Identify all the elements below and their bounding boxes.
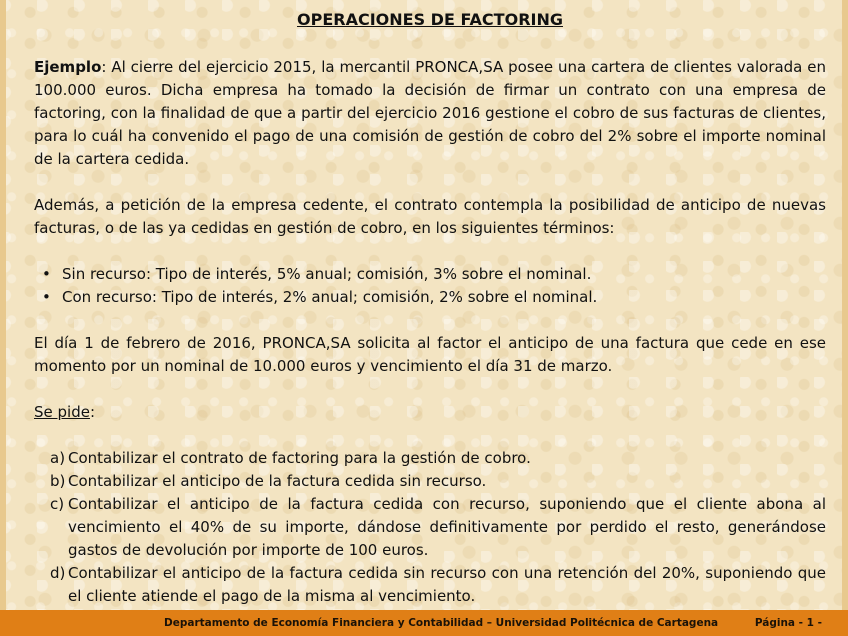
- list-item-text: Con recurso: Tipo de interés, 2% anual; comisión, 2% sobre el nominal.: [62, 288, 598, 306]
- page-number: Página - 1 -: [754, 617, 822, 629]
- requests-colon: :: [89, 403, 96, 421]
- item-text: Contabilizar el anticipo de la factura cedida con recurso, suponiendo que el cliente abona al vencimiento el 40% de su importe, dándose definitivamente por perdido el resto, generándose gastos de devolución por importe de 100 euros.: [68, 495, 826, 559]
- conditions-paragraph: Además, a petición de la empresa cedente, el contrato contempla la posibilidad de anticipo de nuevas facturas, o de las ya cedidas en gestión de cobro, en los siguientes términos:: [34, 196, 826, 237]
- example-label: Ejemplo: [34, 58, 102, 76]
- example-paragraph: [34, 56, 826, 171]
- item-text: Contabilizar el anticipo de la factura cedida sin recurso con una retención del 20%, suponiendo que el cliente atiende el pago de la misma al vencimiento.: [68, 564, 826, 605]
- requests-title: Se pide: [34, 403, 90, 421]
- list-item: [34, 263, 826, 286]
- item-label: b): [50, 472, 66, 490]
- document-body: [34, 56, 826, 608]
- example-text: : Al cierre del ejercicio 2015, la mercantil PRONCA,SA posee una cartera de clientes valorada en 100.000 euros. Dicha empresa ha tomado la decisión de firmar un contrato con una empresa de factoring, con la finalidad de que a partir del ejercicio 2016 gestione el cobro de sus facturas de clientes, para lo cuál ha convenido el pago de una comisión de gestión de cobro del 2% sobre el importe nominal de la cartera cedida.: [34, 58, 826, 168]
- page-title: OPERACIONES DE FACTORING: [297, 10, 563, 29]
- conditions-list: [34, 263, 826, 309]
- list-item: [34, 493, 826, 562]
- list-item: [34, 286, 826, 309]
- item-label: c): [50, 495, 65, 513]
- bullet-icon: •: [42, 265, 51, 283]
- requests-list: [34, 447, 826, 608]
- advance-paragraph: El día 1 de febrero de 2016, PRONCA,SA solicita al factor el anticipo de una factura que cede en ese momento por un nominal de 10.000 euros y vencimiento el día 31 de marzo.: [34, 334, 826, 375]
- list-item: [34, 470, 826, 493]
- item-label: d): [50, 564, 66, 582]
- list-item: [34, 447, 826, 470]
- footer-bar: [0, 610, 848, 636]
- item-label: a): [50, 449, 66, 467]
- item-text: Contabilizar el contrato de factoring para la gestión de cobro.: [68, 449, 531, 467]
- footer-department: Departamento de Economía Financiera y Contabilidad – Universidad Politécnica de Cartagena: [164, 617, 719, 629]
- list-item: [34, 562, 826, 608]
- requests-heading: [34, 401, 826, 424]
- item-text: Contabilizar el anticipo de la factura cedida sin recurso.: [68, 472, 487, 490]
- list-item-text: Sin recurso: Tipo de interés, 5% anual; comisión, 3% sobre el nominal.: [62, 265, 592, 283]
- bullet-icon: •: [42, 288, 51, 306]
